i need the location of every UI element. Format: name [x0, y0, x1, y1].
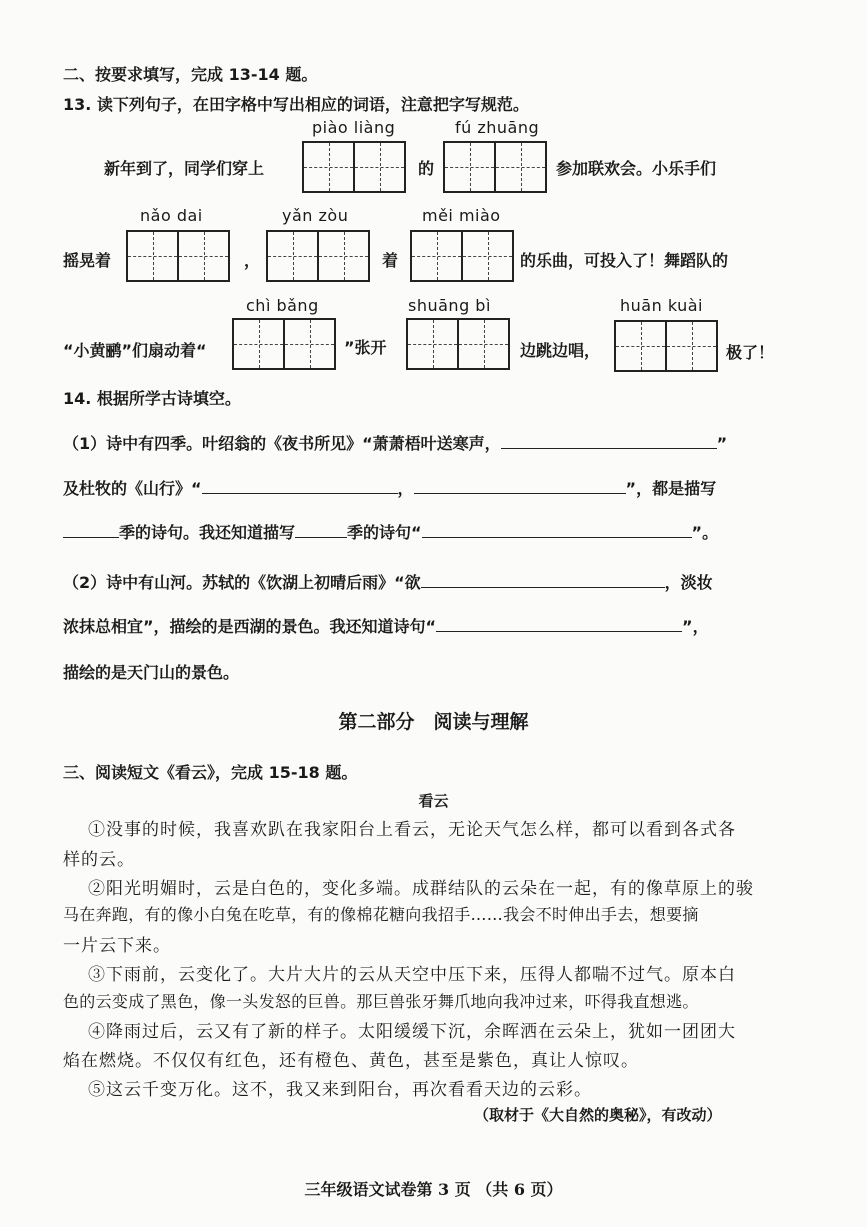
q13-line3-text-c: 边跳边唱， [520, 341, 601, 360]
section3-heading: 三、阅读短文《看云》，完成 15-18 题。 [63, 763, 358, 782]
story-line: ①没事的时候，我喜欢趴在我家阳台上看云，无论天气怎么样，都可以看到各式各 [88, 820, 736, 840]
q14-p2-line1: （2）诗中有山河。苏轼的《饮湖上初晴后雨》“欲 ，淡妆 [63, 573, 713, 592]
part2-title: 第二部分 阅读与理解 [338, 711, 529, 733]
q14-p2-line3: 描绘的是天门山的景色。 [63, 663, 240, 682]
blank-input[interactable] [295, 536, 347, 538]
q13-line3-text-b: ”张开 [344, 338, 387, 357]
tianzige-naodai[interactable] [126, 230, 230, 282]
q13-line3-text-d: 极了！ [726, 343, 775, 362]
tianzige-piaoliang[interactable] [302, 141, 406, 193]
pinyin-meimiao: měi miào [422, 206, 501, 225]
q14-p1-line1: （1）诗中有四季。叶绍翁的《夜书所见》“萧萧梧叶送寒声， ” [63, 434, 728, 453]
q14-p2-line2: 浓抹总相宜”，描绘的是西湖的景色。我还知道诗句“ ”， [63, 617, 709, 636]
pinyin-naodai: nǎo dai [140, 206, 203, 225]
question-13-prompt: 13. 读下列句子，在田字格中写出相应的词语，注意把字写规范。 [63, 95, 529, 114]
q13-line1-text-b: 的 [418, 159, 435, 178]
section-heading: 二、按要求填写，完成 13-14 题。 [63, 65, 318, 84]
story-line: 一片云下来。 [63, 936, 171, 956]
q14-p1-line3: 季的诗句。我还知道描写 季的诗句“ ”。 [63, 520, 718, 543]
story-line: 焰在燃烧。不仅仅有红色，还有橙色、黄色，甚至是紫色，真让人惊叹。 [63, 1051, 639, 1071]
blank-input[interactable] [202, 492, 398, 494]
story-line: ②阳光明媚时，云是白色的，变化多端。成群结队的云朵在一起，有的像草原上的骏 [88, 879, 754, 899]
blank-input[interactable] [421, 586, 665, 588]
page-footer: 三年级语文试卷第 3 页 （共 6 页） [304, 1180, 563, 1199]
q13-line1-text-c: 参加联欢会。小乐手们 [556, 159, 717, 178]
pinyin-fuzhuang: fú zhuāng [455, 118, 540, 137]
blank-input[interactable] [436, 630, 682, 632]
story-line: ③下雨前，云变化了。大片大片的云从天空中压下来，压得人都喘不过气。原本白 [88, 965, 736, 985]
blank-input[interactable] [63, 536, 119, 538]
pinyin-chibang: chì bǎng [246, 296, 319, 315]
q13-line2-text-a: 摇晃着 [63, 251, 112, 270]
q13-line2-text-d: 的乐曲，可投入了！舞蹈队的 [520, 251, 729, 270]
pinyin-shuangbi: shuāng bì [408, 296, 491, 315]
story-line: ⑤这云千变万化。这不，我又来到阳台，再次看看天边的云彩。 [88, 1080, 592, 1100]
q13-line2-text-b: ， [244, 251, 261, 270]
tianzige-huankuai[interactable] [614, 320, 718, 372]
q13-line2-text-c: 着 [382, 251, 399, 270]
story-line: 马在奔跑，有的像小白兔在吃草，有的像棉花糖向我招手……我会不时伸出手去，想要摘 [63, 905, 699, 924]
tianzige-chibang[interactable] [232, 318, 336, 370]
tianzige-shuangbi[interactable] [406, 318, 510, 370]
blank-input[interactable] [422, 536, 692, 538]
blank-input[interactable] [501, 447, 717, 449]
question-14-prompt: 14. 根据所学古诗填空。 [63, 389, 241, 408]
q13-line3-text-a: “小黄鹂”们扇动着“ [63, 341, 207, 360]
pinyin-huankuai: huān kuài [620, 296, 703, 315]
tianzige-yanzou[interactable] [266, 230, 370, 282]
story-source: （取材于《大自然的奥秘》，有改动） [474, 1106, 722, 1124]
q14-p1-line2: 及杜牧的《山行》“ ， ”，都是描写 [63, 479, 717, 498]
story-line: ④降雨过后，云又有了新的样子。太阳缓缓下沉，余晖洒在云朵上，犹如一团团大 [88, 1022, 736, 1042]
q13-line1-text-a: 新年到了，同学们穿上 [104, 159, 265, 178]
blank-input[interactable] [414, 492, 626, 494]
pinyin-yanzou: yǎn zòu [282, 206, 349, 225]
tianzige-fuzhuang[interactable] [443, 141, 547, 193]
story-title: 看云 [418, 792, 449, 810]
pinyin-piaoliang: piào liàng [312, 118, 396, 137]
story-line: 色的云变成了黑色，像一头发怒的巨兽。那巨兽张牙舞爪地向我冲过来，吓得我直想逃。 [63, 992, 699, 1011]
tianzige-meimiao[interactable] [410, 230, 514, 282]
story-line: 样的云。 [63, 850, 135, 870]
